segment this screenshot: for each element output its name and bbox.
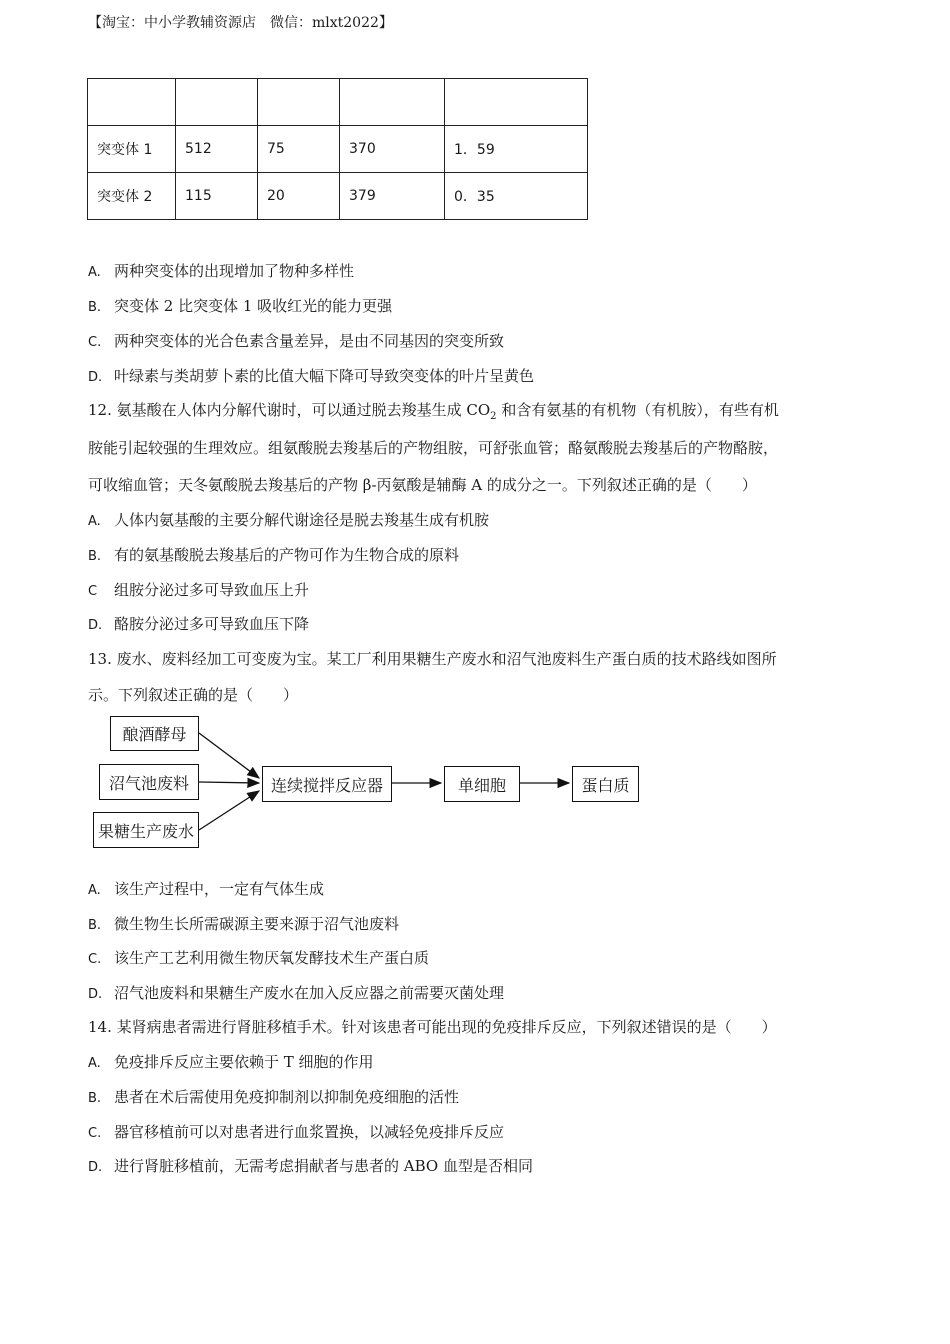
q14-stem: 14. 某肾病患者需进行肾脏移植手术。针对该患者可能出现的免疫排斥反应，下列叙述错误的是（ ） — [88, 1018, 777, 1036]
box-biogas-waste: 沼气池废料 — [99, 764, 199, 800]
box-single-cell: 单细胞 — [444, 766, 520, 802]
q14-option-b: B. 患者在术后需使用免疫抑制剂以抑制免疫细胞的活性 — [88, 1088, 460, 1106]
page-header: 【淘宝：中小学教辅资源店 微信：mlxt2022】 — [88, 15, 393, 31]
box-protein: 蛋白质 — [572, 766, 639, 802]
q11-option-c: C. 两种突变体的光合色素含量差异，是由不同基因的突变所致 — [88, 332, 505, 350]
q11-option-a: A. 两种突变体的出现增加了物种多样性 — [88, 262, 355, 280]
box-fructose-wastewater: 果糖生产废水 — [93, 812, 199, 848]
q13-option-d: D. 沼气池废料和果糖生产废水在加入反应器之前需要灭菌处理 — [88, 984, 505, 1002]
table-cell: 75 — [258, 126, 340, 173]
q12-option-b: B. 有的氨基酸脱去羧基后的产物可作为生物合成的原料 — [88, 546, 460, 564]
q12-stem-line-3: 可收缩血管；天冬氨酸脱去羧基后的产物 β-丙氨酸是辅酶 A 的成分之一。下列叙述正确的是（ ） — [88, 476, 757, 494]
q12-option-a: A. 人体内氨基酸的主要分解代谢途径是脱去羧基生成有机胺 — [88, 511, 490, 529]
q14-option-a: A. 免疫排斥反应主要依赖于 T 细胞的作用 — [88, 1053, 374, 1071]
q12-stem-line-1: 12. 氨基酸在人体内分解代谢时，可以通过脱去羧基生成 $CO_2$ 和含有氨基的有机物（有机胺），有些有机 — [88, 401, 779, 422]
arrow-yeast-to-reactor — [199, 733, 259, 778]
arrow-wastewater-to-reactor — [199, 791, 259, 830]
q14-option-c: C. 器官移植前可以对患者进行血浆置换，以减轻免疫排斥反应 — [88, 1123, 505, 1141]
q13-option-a: A. 该生产过程中，一定有气体生成 — [88, 880, 325, 898]
table-cell: 0．35 — [445, 173, 588, 220]
q14-option-d: D. 进行肾脏移植前，无需考虑捐献者与患者的 ABO 血型是否相同 — [88, 1157, 533, 1175]
q13-stem-line-2: 示。下列叙述正确的是（ ） — [88, 686, 299, 704]
table-cell: 20 — [258, 173, 340, 220]
arrow-biogas-to-reactor — [199, 782, 259, 783]
box-brewing-yeast: 酿酒酵母 — [110, 716, 199, 751]
table-cell: 1．59 — [445, 126, 588, 173]
q11-option-d: D. 叶绿素与类胡萝卜素的比值大幅下降可导致突变体的叶片呈黄色 — [88, 367, 535, 385]
q12-option-c: C 组胺分泌过多可导致血压上升 — [88, 581, 310, 599]
table-cell: 突变体 1 — [88, 126, 176, 173]
table-cell: 370 — [340, 126, 445, 173]
q12-option-d: D. 酪胺分泌过多可导致血压下降 — [88, 615, 310, 633]
table-cell: 512 — [176, 126, 258, 173]
table-cell: 115 — [176, 173, 258, 220]
table-cell: 突变体 2 — [88, 173, 176, 220]
q13-stem-line-1: 13. 废水、废料经加工可变废为宝。某工厂利用果糖生产废水和沼气池废料生产蛋白质的技术路线如图所 — [88, 650, 777, 668]
box-stirred-reactor: 连续搅拌反应器 — [262, 766, 392, 802]
q11-option-b: B. 突变体 2 比突变体 1 吸收红光的能力更强 — [88, 297, 393, 315]
q13-option-b: B. 微生物生长所需碳源主要来源于沼气池废料 — [88, 915, 400, 933]
table-cell: 379 — [340, 173, 445, 220]
q12-stem-line-2: 胺能引起较强的生理效应。组氨酸脱去羧基后的产物组胺，可舒张血管；酪氨酸脱去羧基后的产物酪胺， — [88, 439, 779, 457]
q13-option-c: C. 该生产工艺利用微生物厌氧发酵技术生产蛋白质 — [88, 949, 430, 967]
